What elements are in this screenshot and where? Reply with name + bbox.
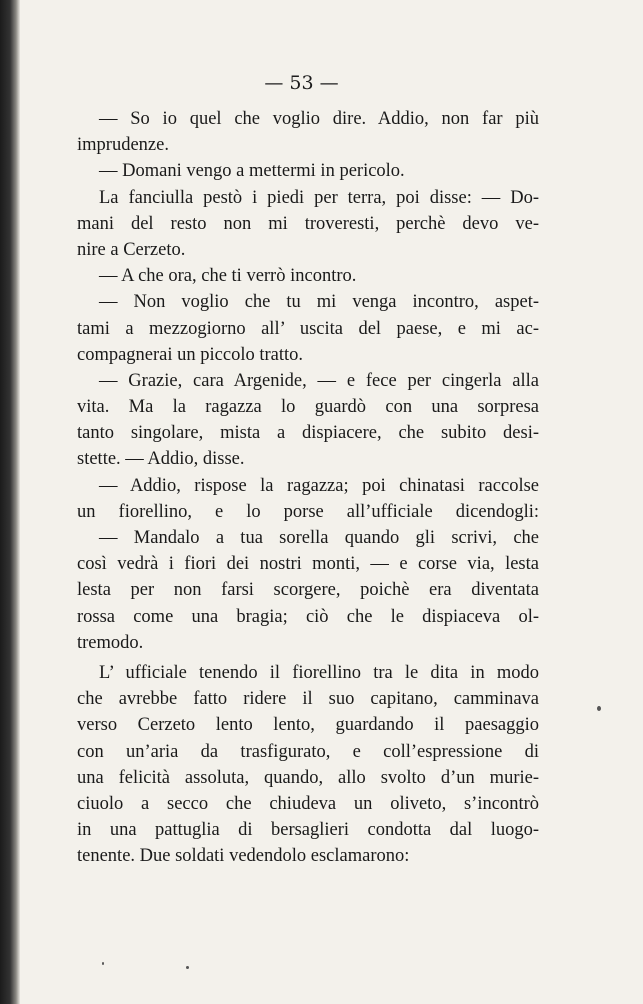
text-line: così vedrà i fiori dei nostri monti, — e corse via, lesta xyxy=(77,554,539,575)
print-speck xyxy=(186,966,189,969)
text-line: rossa come una bragia; ciò che le dispiaceva ol- xyxy=(77,606,539,627)
text-line: verso Cerzeto lento lento, guardando il paesaggio xyxy=(77,715,539,736)
text-line: mani del resto non mi troveresti, perchè devo ve- xyxy=(77,213,539,234)
text-line: — Mandalo a tua sorella quando gli scrivi, che xyxy=(99,528,539,548)
text-line: — A che ora, che ti verrò incontro. xyxy=(99,266,357,287)
text-line: — Domani vengo a mettermi in pericolo. xyxy=(99,161,405,182)
text-line: compagnerai un piccolo tratto. xyxy=(77,344,304,365)
text-line: nire a Cerzeto. xyxy=(77,239,186,260)
text-line: tami a mezzogiorno all’ uscita del paese, e mi ac- xyxy=(77,318,539,339)
text-line: stette. — Addio, disse. xyxy=(77,449,245,470)
text-line: La fanciulla pestò i piedi per terra, poi disse: — Do- xyxy=(99,187,539,208)
text-line: tanto singolare, mista a dispiacere, che subito desi- xyxy=(77,423,539,444)
text-line: L’ ufficiale tenendo il fiorellino tra le dita in modo xyxy=(99,662,539,683)
text-line: lesta per non farsi scorgere, poichè era diventata xyxy=(77,580,539,601)
text-line: — Grazie, cara Argenide, — e fece per cingerla alla xyxy=(99,370,539,391)
text-line: — So io quel che voglio dire. Addio, non far più xyxy=(99,109,539,129)
text-line: tremodo. xyxy=(77,632,144,653)
text-line: ciuolo a secco che chiudeva un oliveto, s’incontrò xyxy=(77,793,539,814)
text-line: un fiorellino, e lo porse all’ufficiale dicendogli: xyxy=(77,501,539,522)
text-line: una felicità assoluta, quando, allo svolto d’un murie- xyxy=(77,767,539,788)
text-line: vita. Ma la ragazza lo guardò con una sorpresa xyxy=(77,397,539,418)
page-body-text xyxy=(77,106,539,869)
text-line: — Non voglio che tu mi venga incontro, aspet- xyxy=(99,292,539,313)
text-line: imprudenze. xyxy=(77,135,169,156)
text-line: con un’aria da trasfigurato, e coll’espressione di xyxy=(77,741,539,762)
text-line: in una pattuglia di bersaglieri condotta dal luogo- xyxy=(77,820,539,841)
print-speck xyxy=(597,706,601,711)
print-speck xyxy=(102,962,104,965)
page-number: — 53 — xyxy=(264,72,339,94)
text-line: — Addio, rispose la ragazza; poi chinatasi raccolse xyxy=(99,475,539,496)
text-line: tenente. Due soldati vedendolo esclamarono: xyxy=(77,846,410,867)
page-binding-edge xyxy=(0,0,20,1004)
text-line: che avrebbe fatto ridere il suo capitano, camminava xyxy=(77,689,539,710)
